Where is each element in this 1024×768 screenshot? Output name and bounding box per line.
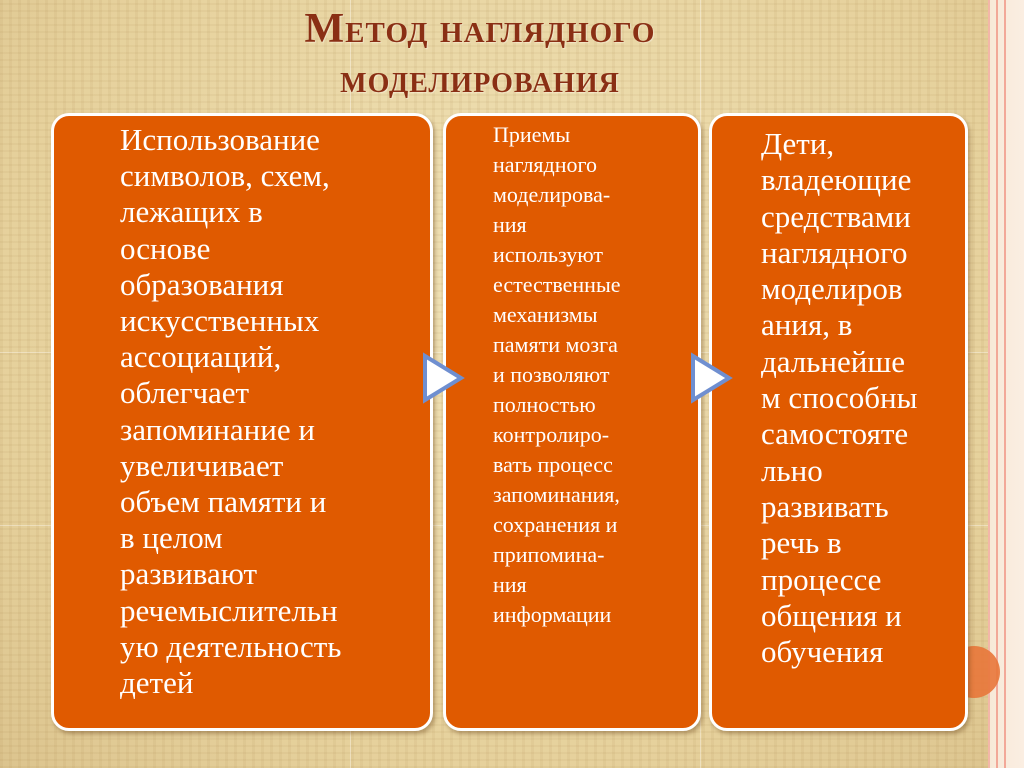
text-box-children	[709, 113, 968, 731]
right-decorative-stripe	[988, 0, 1024, 768]
right-decorative-line	[1004, 0, 1006, 768]
slide-title	[0, 4, 960, 104]
text-box-techniques-text: Приемы наглядного моделирова- ния используют естественные механизмы памяти мозга и позволяют полностью контролиро- вать процесс запоминания, сохранения и припомина- ния информации	[493, 122, 621, 627]
arrow-shape	[693, 356, 729, 400]
arrow-shape	[425, 356, 461, 400]
play-arrow-icon	[689, 352, 733, 404]
text-box-symbols	[51, 113, 433, 731]
right-decorative-line	[996, 0, 998, 768]
title-line-2: моделирования	[340, 56, 620, 101]
text-box-symbols-text: Использование символов, схем, лежащих в основе образования искусственных ассоциаций, облегчает запоминание и увеличивает объем памяти и в целом развивают речемыслительн ую деятельность детей	[120, 122, 342, 701]
play-arrow-icon	[421, 352, 465, 404]
title-line-1: Метод наглядного	[304, 6, 656, 52]
text-box-techniques	[443, 113, 701, 731]
text-box-children-text: Дети, владеющие средствами наглядного моделиров ания, в дальнейше м способны самостояте льно развивать речь в процессе общения и обучения	[761, 126, 918, 670]
